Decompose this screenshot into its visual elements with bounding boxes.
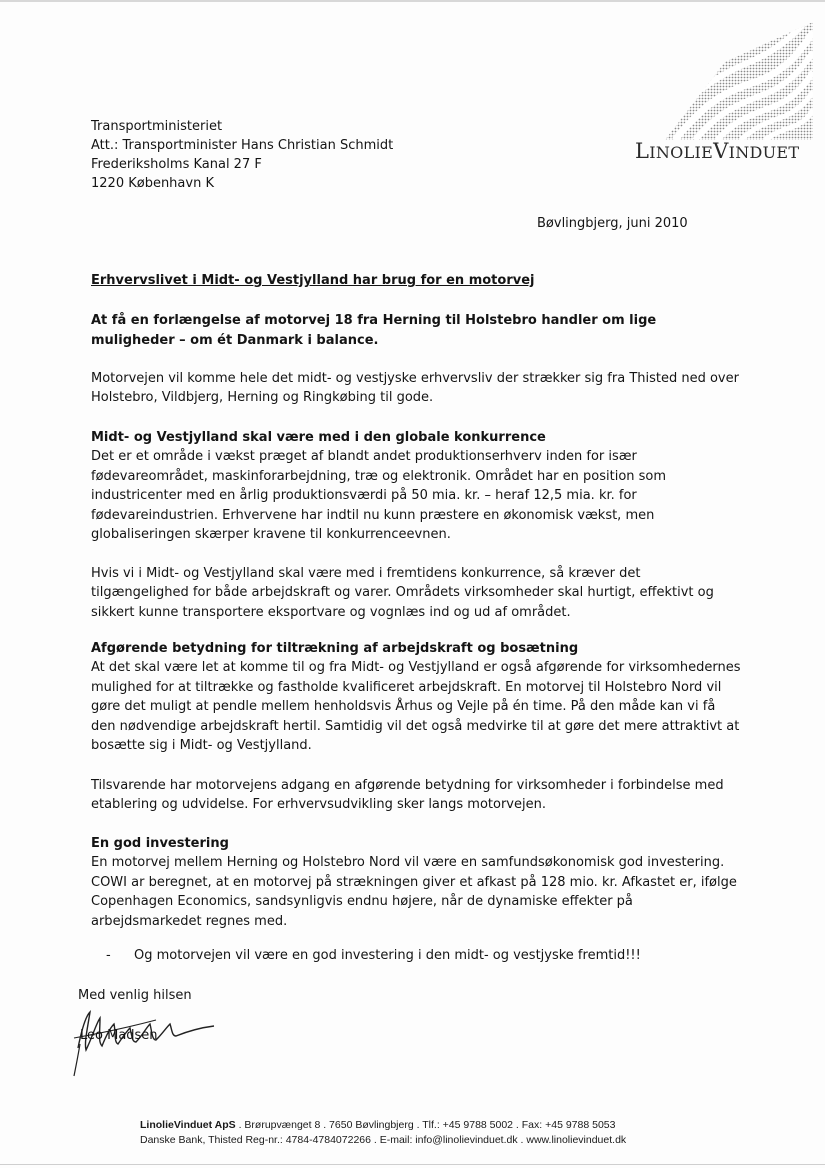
paragraph-accessibility: Hvis vi i Midt- og Vestjylland skal være med i fremtidens konkurrence, så kræver det tilgængelighed for både arbejdskraft og varer. Områdets virksomheder skal hurtigt, effektivt og sikkert kunne transportere eksportvare og vognlæs ind og ud af området. [91,566,714,620]
section-body: At det skal være let at komme til og fra Midt- og Vestjylland er også afgørende for virksomhedernes mulighed for at tiltrække og fastholde kvalificeret arbejdskraft. En motorvej til Holstebro Nord vil gøre det muligt at pendle mellem henholdsvis Århus og Vejle på én time. På den måde kan vi få den nødvendige arbejdskraft hertil. Samtidig vil det også medvirke til at gøre det mere attraktivt at bosætte sig i Midt- og Vestjylland. [91,660,741,754]
section-heading: Midt- og Vestjylland skal være med i den globale konkurrence [91,430,546,445]
section-body: Det er et område i vækst præget af blandt andet produktionserhverv inden for især fødevareområdet, maskinforarbejdning, træ og elektronik. Området har en position som industricenter med en årlig produktionsværdi på 50 mia. kr. – heraf 12,5 mia. kr. for fødevareindustrien. Erhvervene har indtil nu kunn præstere en økonomisk vækst, men globaliseringen skærper kravene til konkurrenceevnen. [91,449,667,543]
paragraph-establishment: Tilsvarende har motorvejens adgang en afgørende betydning for virksomheder i forbindelse med etablering og udvidelse. For erhvervsudvikling sker langs motorvejen. [91,778,724,813]
signer-name: Leo Madsen [80,1028,158,1043]
section-global-competition [91,428,741,544]
section-heading: Afgørende betydning for tiltrækning af arbejdskraft og bosætning [91,641,579,656]
letter-subject: Erhvervslivet i Midt- og Vestjylland har brug for en motorvej [91,273,535,288]
closing-salutation: Med venlig hilsen [78,988,192,1003]
footer-company: LinolieVinduet ApS [140,1119,236,1131]
recipient-line: Frederiksholms Kanal 27 F [91,157,262,172]
section-heading: En god investering [91,836,229,851]
section-body: En motorvej mellem Herning og Holstebro Nord vil være en samfundsøkonomisk god investering. COWI ar beregnet, at en motorvej på strækningen giver et afkast på 128 mio. kr. Afkastet er, ifølge Copenhagen Economics, sandsynligvis endnu højere, når de dynamiske effekter på arbejdsmarkedet regnes med. [91,855,737,929]
company-logo-icon [665,22,813,140]
company-logo-wordmark: LINOLIEVINDUET [635,139,800,163]
footer-contact: . Brørupvænget 8 . 7650 Bøvlingbjerg . Tlf.: +45 9788 5002 . Fax: +45 9788 5053 [235,1119,616,1131]
section-investment [91,834,741,931]
recipient-line: Transportministeriet [91,119,223,134]
footer-line-1 [140,1118,626,1133]
section-labour [91,639,741,755]
bullet-text: Og motorvejen vil være en god investering i den midt- og vestjyske fremtid!!! [134,948,641,963]
lead-paragraph: At få en forlængelse af motorvej 18 fra Herning til Holstebro handler om lige muligheder – om ét Danmark i balance. [91,313,657,348]
scan-edge-bottom [0,1164,825,1165]
recipient-address [91,117,393,193]
letter-date: Bøvlingbjerg, juni 2010 [537,216,688,231]
closing-bullet [106,948,641,963]
recipient-line: Att.: Transportminister Hans Christian Schmidt [91,138,394,153]
bullet-dash: - [106,948,111,963]
recipient-line: 1220 København K [91,176,214,191]
paragraph-intro: Motorvejen vil komme hele det midt- og vestjyske erhvervsliv der strækker sig fra Thisted ned over Holstebro, Vildbjerg, Herning og Ringkøbing til gode. [91,371,739,406]
footer-line-2: Danske Bank, Thisted Reg-nr.: 4784-4784072266 . E-mail: info@linolievinduet.dk . www.linolievinduet.dk [140,1134,627,1146]
letter-footer [140,1118,626,1148]
scan-edge-top [0,0,825,2]
